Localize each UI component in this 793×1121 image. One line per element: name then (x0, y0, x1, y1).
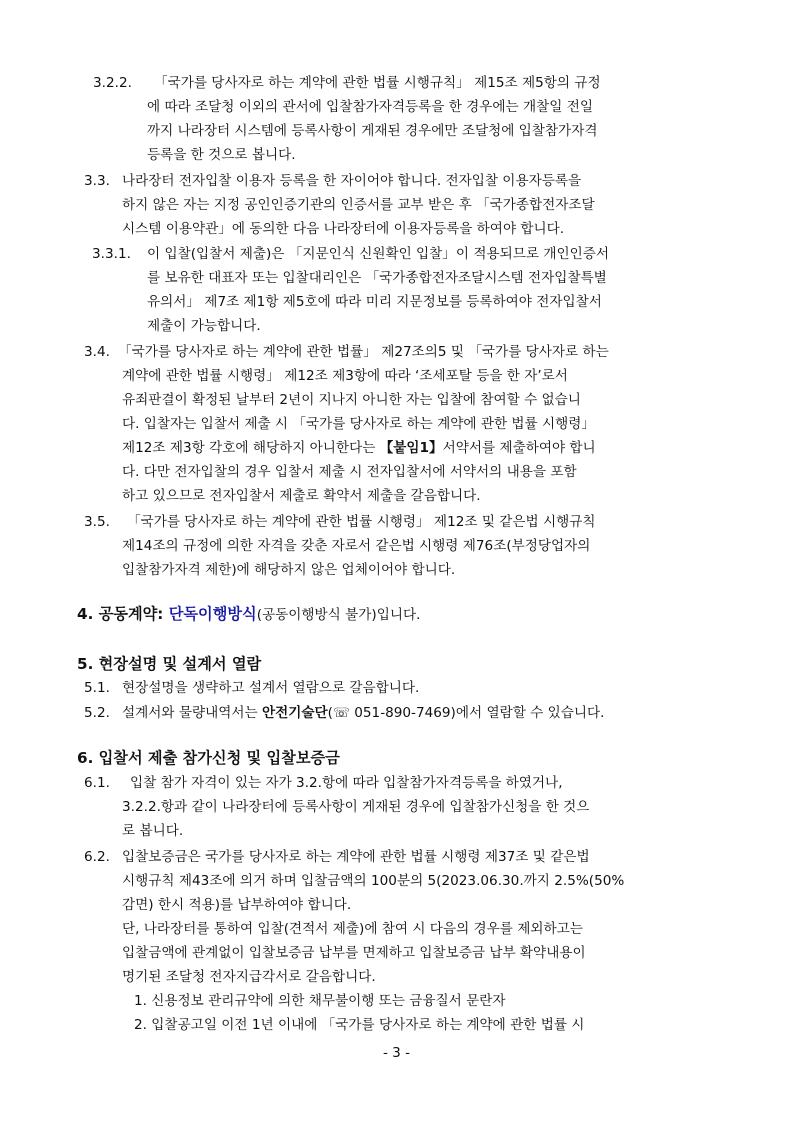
company-name: 안전기술단 (261, 705, 328, 721)
clause-3-3-number: 3.3. (84, 173, 110, 189)
clause-3-3-line: 시스템 이용약관」에 동의한 다음 나라장터에 이용자등록을 하여야 합니다. (122, 221, 565, 237)
clause-3-4-text: 제12조 제3항 각호에 해당하지 아니한다는 (122, 440, 376, 456)
section-4-title: 4. 공동계약: (77, 605, 164, 623)
clause-6-2-number: 6.2. (84, 849, 110, 865)
joint-contract-method: 단독이행방식 (168, 605, 257, 623)
clause-3-4-line: 계약에 관한 법률 시행령」 제12조 제3항에 따라 ‘조세포탈 등을 한 자’로서 (122, 368, 568, 384)
clause-6-2-line: 단, 나라장터를 통하여 입찰(견적서 제출)에 참여 시 다음의 경우를 제외하고는 (122, 921, 583, 937)
clause-6-2-line: 입찰보증금은 국가를 당사자로 하는 계약에 관한 법률 시행령 제37조 및 같은법 (122, 849, 590, 865)
clause-3-5-line: 「국가를 당사자로 하는 계약에 관한 법률 시행령」 제12조 및 같은법 시행규칙 (127, 514, 596, 530)
attachment-1-reference: 【붙임1】 (379, 440, 443, 456)
clause-5-1-text: 현장설명을 생략하고 설계서 열람으로 갈음합니다. (122, 680, 420, 696)
clause-6-2-line: 입찰금액에 관계없이 입찰보증금 납부를 면제하고 입찰보증금 납부 확약내용이 (122, 945, 586, 961)
clause-3-5-number: 3.5. (84, 514, 110, 530)
clause-3-3-line: 하지 않은 자는 지정 공인인증기관의 인증서를 교부 받은 후 「국가종합전자조달 (122, 197, 595, 213)
clause-5-2-text: 에서 열람할 수 있습니다. (455, 705, 605, 721)
clause-3-4-line (122, 439, 596, 457)
clause-6-2-line: 감면) 한시 적용)를 납부하여야 합니다. (122, 897, 352, 913)
clause-3-4-line: 유죄판결이 확정된 날부터 2년이 지나지 아니한 자는 입찰에 참여할 수 없습니 (122, 392, 581, 408)
joint-contract-note: (공동이행방식 불가)입니다. (256, 607, 421, 623)
clause-5-2-text: 설계서와 물량내역서는 (122, 705, 258, 721)
clause-6-2-line: 명기된 조달청 전자지급각서로 갈음합니다. (122, 969, 376, 985)
clause-3-5-line: 입찰참가자격 제한)에 해당하지 않은 업체이어야 합니다. (122, 562, 456, 578)
clause-3-2-2-line: 까지 나라장터 시스템에 등록사항이 게재된 경우에만 조달청에 입찰참가자격 (147, 123, 598, 139)
clause-5-2-number: 5.2. (84, 705, 110, 721)
clause-3-3-1-line: 유의서」 제7조 제1항 제5호에 따라 미리 지문정보를 등록하여야 전자입찰서 (147, 294, 602, 310)
company-phone: (☏ 051-890-7469) (327, 705, 456, 721)
clause-6-1-line: 로 봅니다. (122, 823, 184, 839)
clause-3-3-line: 나라장터 전자입찰 이용자 등록을 한 자이어야 합니다. 전자입찰 이용자등록을 (122, 173, 582, 189)
clause-3-2-2-number: 3.2.2. (93, 75, 132, 91)
clause-3-5-line: 제14조의 규정에 의한 자격을 갖춘 자로서 같은법 시행령 제76조(부정당업자의 (122, 538, 591, 554)
clause-3-4-line: 다. 다만 전자입찰의 경우 입찰서 제출 시 전자입찰서에 서약서의 내용을 포함 (122, 464, 577, 480)
clause-3-2-2-line: 등록을 한 것으로 봅니다. (147, 147, 296, 163)
section-5-heading: 5. 현장설명 및 설계서 열람 (77, 655, 262, 673)
clause-6-2-line: 시행규칙 제43조에 의거 하며 입찰금액의 100분의 5(2023.06.30.까지 2.5%(50% (122, 873, 625, 889)
clause-6-1-line: 3.2.2.항과 같이 나라장터에 등록사항이 게재된 경우에 입찰참가신청을 한 것으 (122, 799, 590, 815)
clause-3-4-number: 3.4. (84, 344, 110, 360)
clause-3-3-1-line: 제출이 가능합니다. (147, 318, 261, 334)
exception-list-item: 1. 신용정보 관리규약에 의한 채무불이행 또는 금융질서 문란자 (134, 993, 506, 1009)
exception-list-item: 2. 입찰공고일 이전 1년 이내에 「국가를 당사자로 하는 계약에 관한 법률 시 (134, 1017, 585, 1033)
section-6-heading: 6. 입찰서 제출 참가신청 및 입찰보증금 (77, 749, 340, 767)
clause-5-1-number: 5.1. (84, 680, 110, 696)
clause-3-4-text: 서약서를 제출하여야 합니 (442, 440, 596, 456)
clause-3-3-1-number: 3.3.1. (92, 246, 131, 262)
clause-3-4-line: 다. 입찰자는 입찰서 제출 시 「국가를 당사자로 하는 계약에 관한 법률 시행령」 (122, 416, 595, 432)
clause-6-1-number: 6.1. (84, 775, 110, 791)
clause-5-2-line (122, 704, 604, 722)
clause-3-3-1-line: 를 보유한 대표자 또는 입찰대리인은 「국가종합전자조달시스템 전자입찰특별 (147, 270, 607, 286)
page-number: - 3 - (382, 1045, 411, 1061)
clause-3-2-2-line: 「국가를 당사자로 하는 계약에 관한 법률 시행규칙」 제15조 제5항의 규정 (154, 75, 601, 91)
section-4-heading (77, 604, 420, 625)
clause-3-2-2-line: 에 따라 조달청 이외의 관서에 입찰참가자격등록을 한 경우에는 개찰일 전일 (147, 99, 593, 115)
clause-6-1-line: 입찰 참가 자격이 있는 자가 3.2.항에 따라 입찰참가자격등록을 하였거나, (130, 775, 563, 791)
clause-3-3-1-line: 이 입찰(입찰서 제출)은 「지문인식 신원확인 입찰」이 적용되므로 개인인증서 (147, 246, 609, 262)
clause-3-4-line: 하고 있으므로 전자입찰서 제출로 확약서 제출을 갈음합니다. (122, 488, 481, 504)
clause-3-4-line: 「국가를 당사자로 하는 계약에 관한 법률」 제27조의5 및 「국가를 당사자로 하는 (118, 344, 609, 360)
